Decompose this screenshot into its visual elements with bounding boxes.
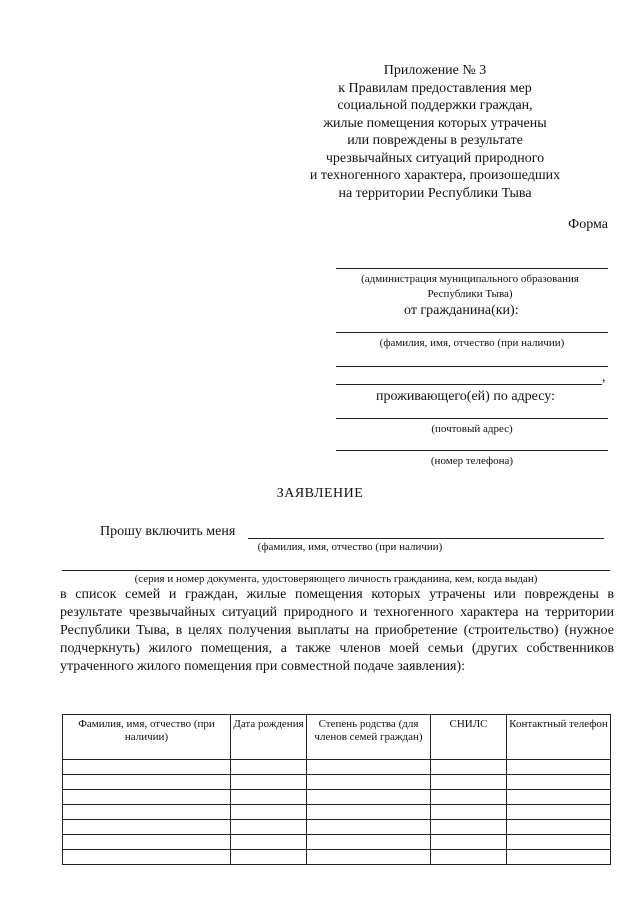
- citizen-name-field[interactable]: [336, 332, 608, 333]
- table-cell[interactable]: [431, 820, 507, 835]
- table-cell[interactable]: [63, 805, 231, 820]
- table-cell[interactable]: [231, 850, 307, 865]
- table-cell[interactable]: [307, 790, 431, 805]
- table-cell[interactable]: [431, 835, 507, 850]
- form-label: Форма: [568, 217, 608, 232]
- table-cell[interactable]: [431, 805, 507, 820]
- table-cell[interactable]: [63, 790, 231, 805]
- appendix-line: и техногенного характера, произошедших: [309, 168, 561, 183]
- table-row: [63, 835, 611, 850]
- table-header-row: [63, 715, 611, 760]
- table-cell[interactable]: [63, 775, 231, 790]
- residing-label: проживающего(ей) по адресу:: [376, 389, 555, 404]
- appendix-line: на территории Республики Тыва: [338, 185, 532, 201]
- table-cell[interactable]: [307, 835, 431, 850]
- citizen-name-field-3[interactable]: [336, 384, 602, 385]
- postal-address-field[interactable]: [336, 418, 608, 419]
- appendix-line: или повреждены в результате: [347, 133, 523, 148]
- appendix-line: Приложение № 3: [383, 63, 487, 78]
- phone-number-field[interactable]: [336, 450, 608, 451]
- table-cell[interactable]: [307, 820, 431, 835]
- appendix-line: к Правилам предоставления мер: [338, 80, 532, 96]
- table-row: [63, 775, 611, 790]
- column-header-phone: Контактный телефон: [507, 715, 611, 760]
- table-cell[interactable]: [307, 760, 431, 775]
- applicant-name-caption: (фамилия, имя, отчество (при наличии): [257, 541, 443, 553]
- table-cell[interactable]: [63, 835, 231, 850]
- appendix-line: чрезвычайных ситуаций природного: [325, 150, 545, 166]
- administration-caption: (администрация муниципального образования: [361, 273, 579, 285]
- citizen-name-field-2[interactable]: [336, 366, 608, 367]
- phone-number-caption: (номер телефона): [430, 455, 514, 467]
- table-cell[interactable]: [231, 790, 307, 805]
- request-lead: Прошу включить меня: [100, 524, 236, 539]
- table-row: [63, 820, 611, 835]
- table-cell[interactable]: [307, 850, 431, 865]
- table-cell[interactable]: [507, 790, 611, 805]
- administration-field[interactable]: [336, 268, 608, 269]
- table-cell[interactable]: [307, 805, 431, 820]
- table-row: [63, 850, 611, 865]
- table-cell[interactable]: [431, 790, 507, 805]
- appendix-line: жилые помещения которых утрачены: [323, 115, 547, 131]
- column-header-full-name: Фамилия, имя, отчество (при наличии): [63, 715, 231, 760]
- table-cell[interactable]: [231, 835, 307, 850]
- comma-mark: ,: [602, 370, 606, 385]
- appendix-line: социальной поддержки граждан,: [337, 98, 533, 113]
- citizen-name-caption: (фамилия, имя, отчество (при наличии): [379, 337, 565, 349]
- table-cell[interactable]: [231, 820, 307, 835]
- table-row: [63, 790, 611, 805]
- table-cell[interactable]: [507, 805, 611, 820]
- table-cell[interactable]: [507, 820, 611, 835]
- table-cell[interactable]: [507, 760, 611, 775]
- request-paragraph: в список семей и граждан, жилые помещения которых утрачены или повреждены в результате чрезвычайных ситуаций природного и техногенного характера на территории Республики Тыва, в целях получения выплаты на приобретение (строительство) (нужное подчеркнуть) жилого помещения, а также членов моей семьи (других собственников утраченного жилого помещения при совместной подаче заявления):: [60, 587, 614, 674]
- administration-caption-2: Республики Тыва): [427, 288, 513, 300]
- table-cell[interactable]: [431, 775, 507, 790]
- table-cell[interactable]: [231, 775, 307, 790]
- table-cell[interactable]: [431, 850, 507, 865]
- identity-document-field[interactable]: [62, 570, 610, 571]
- column-header-kinship: Степень родства (для членов семей граждан): [307, 715, 431, 760]
- table-cell[interactable]: [63, 850, 231, 865]
- table-row: [63, 805, 611, 820]
- table-row: [63, 760, 611, 775]
- document-title: ЗАЯВЛЕНИЕ: [276, 486, 364, 501]
- table-cell[interactable]: [307, 775, 431, 790]
- postal-address-caption: (почтовый адрес): [431, 423, 513, 435]
- family-members-table: [62, 714, 611, 865]
- table-cell[interactable]: [231, 805, 307, 820]
- applicant-name-field[interactable]: [248, 538, 604, 539]
- table-cell[interactable]: [507, 850, 611, 865]
- table-cell[interactable]: [431, 760, 507, 775]
- appendix-header: [270, 62, 600, 202]
- column-header-birth-date: Дата рождения: [231, 715, 307, 760]
- table-cell[interactable]: [507, 775, 611, 790]
- table-cell[interactable]: [63, 760, 231, 775]
- table-cell[interactable]: [507, 835, 611, 850]
- table-cell[interactable]: [231, 760, 307, 775]
- from-citizen-label: от гражданина(ки):: [404, 303, 519, 318]
- column-header-snils: СНИЛС: [431, 715, 507, 760]
- table-cell[interactable]: [63, 820, 231, 835]
- identity-document-caption: (серия и номер документа, удостоверяющего личность гражданина, кем, когда выдан): [134, 573, 538, 585]
